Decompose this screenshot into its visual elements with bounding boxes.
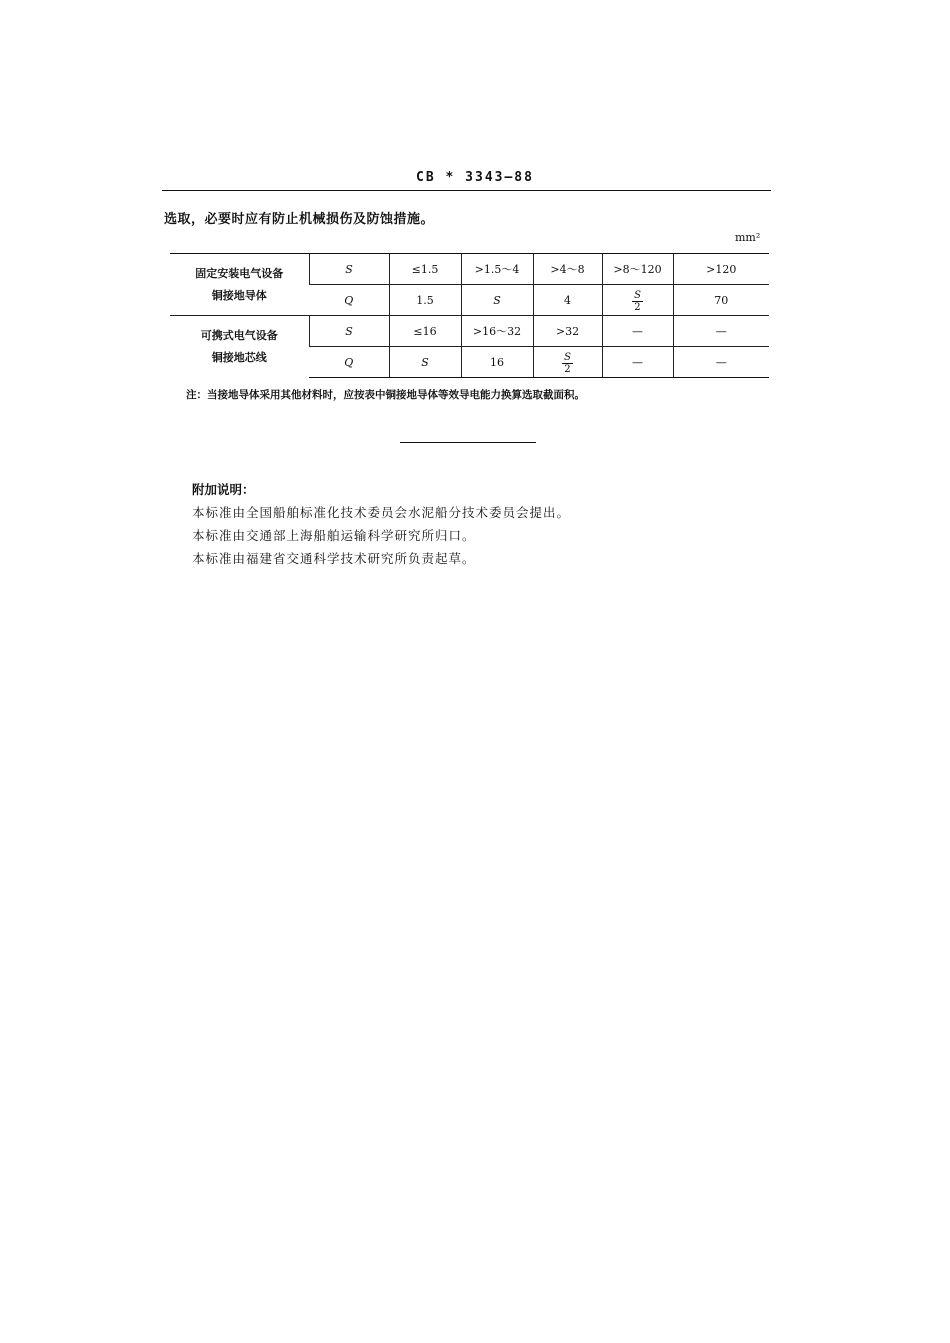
- var-cell: Q: [309, 347, 389, 378]
- table-cell-fraction: [602, 285, 673, 316]
- fraction: $\frac{S}{2}$: [564, 351, 571, 375]
- table-cell: S: [389, 347, 461, 378]
- additional-line: 本标准由福建省交通科学技术研究所负责起草。: [192, 551, 476, 566]
- var-cell: S: [309, 254, 389, 285]
- table-cell: ≤16: [389, 316, 461, 347]
- table-cell: 4: [533, 285, 602, 316]
- unit-label: mm²: [735, 231, 761, 244]
- table-cell: —: [673, 347, 769, 378]
- header-rule: [162, 190, 771, 191]
- table-cell: >32: [533, 316, 602, 347]
- section-divider: [400, 442, 536, 443]
- table-cell: >16～32: [461, 316, 533, 347]
- table-row: [170, 316, 769, 347]
- table-cell-fraction: [533, 347, 602, 378]
- table-cell: ≤1.5: [389, 254, 461, 285]
- group-label-portable: 可携式电气设备 铜接地芯线: [170, 316, 309, 378]
- additional-line: 本标准由全国船舶标准化技术委员会水泥船分技术委员会提出。: [192, 505, 571, 520]
- table-row: [170, 254, 769, 285]
- table-cell: —: [673, 316, 769, 347]
- table-cell: >8～120: [602, 254, 673, 285]
- grounding-conductor-table: [170, 253, 769, 378]
- table-note: 注：当接地导体采用其他材料时，应按表中铜接地导体等效导电能力换算选取截面积。: [186, 389, 585, 401]
- additional-line: 本标准由交通部上海船舶运输科学研究所归口。: [192, 528, 476, 543]
- table-cell: >120: [673, 254, 769, 285]
- table-cell: 16: [461, 347, 533, 378]
- group-label-fixed: 固定安装电气设备 铜接地导体: [170, 254, 309, 316]
- standard-code: CB * 3343—88: [416, 170, 534, 185]
- table-cell: 1.5: [389, 285, 461, 316]
- table-cell: S: [461, 285, 533, 316]
- table-cell: 70: [673, 285, 769, 316]
- table-cell: —: [602, 347, 673, 378]
- additional-notes-title: 附加说明：: [192, 482, 255, 497]
- fraction: $\frac{S}{2}$: [634, 289, 641, 313]
- table-cell: >1.5～4: [461, 254, 533, 285]
- table-cell: >4～8: [533, 254, 602, 285]
- table-cell: —: [602, 316, 673, 347]
- var-cell: S: [309, 316, 389, 347]
- var-cell: Q: [309, 285, 389, 316]
- intro-paragraph: 选取，必要时应有防止机械损伤及防蚀措施。: [164, 212, 435, 227]
